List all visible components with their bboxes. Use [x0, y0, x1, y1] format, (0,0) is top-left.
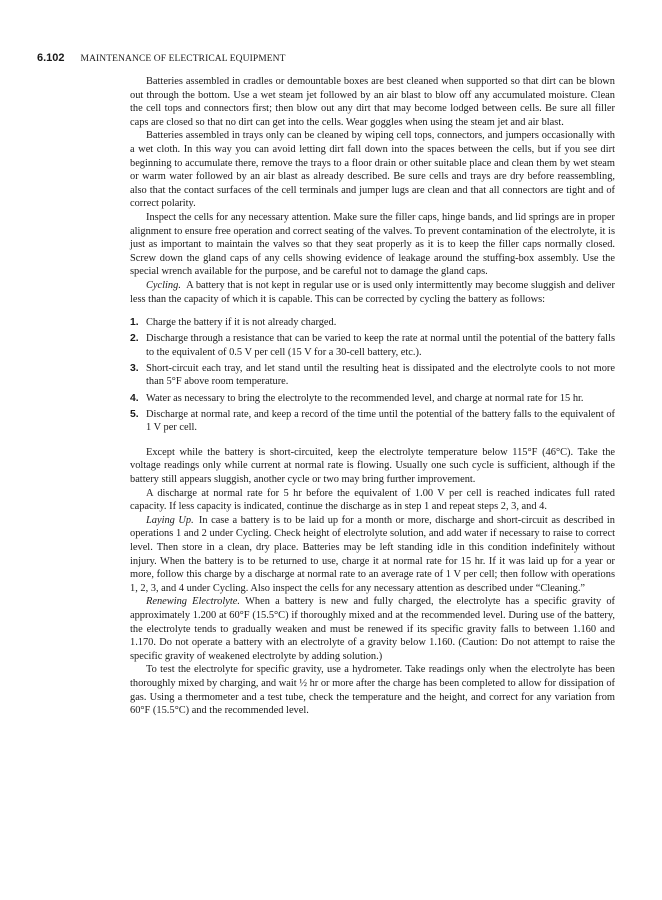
step-number: 2.	[130, 333, 139, 345]
paragraph-text: Inspect the cells for any necessary attention. Make sure the filler caps, hinge bands, and lid springs are in proper alignment to ensure free operation and correct seating of the valves. To prevent contamination of the electrolyte, it is just as important to maintain the valves so that they seat properly as it is to keep the filler caps normally closed. Screw down the gland caps of any cells showing evidence of leakage around the stuffing-box assembly. Use the special wrench available for the purpose, and be careful not to damage the gland caps.	[130, 211, 615, 278]
cycling-steps-list	[130, 316, 615, 435]
paragraph	[130, 446, 615, 487]
step-number: 3.	[130, 362, 139, 374]
paragraph	[130, 595, 615, 663]
list-item	[130, 316, 615, 330]
step-text: Water as necessary to bring the electrolyte to the recommended level, and charge at normal rate for 15 hr.	[146, 392, 584, 404]
list-item	[130, 392, 615, 406]
running-title: MAINTENANCE OF ELECTRICAL EQUIPMENT	[80, 54, 286, 64]
paragraph	[130, 663, 615, 717]
paragraph-text: Batteries assembled in trays only can be cleaned by wiping cell tops, connectors, and jumpers occasionally with a wet cloth. In this way you can avoid letting dirt fall down into the spaces between the cells, but if you see dirt beginning to accumulate there, remove the trays to a floor drain or other suitable place and clean them by wet steam or warm water followed by an air blast as already described. Be sure cells and trays are dry before reassembling, also that the contact surfaces of the cell terminals and jumper lugs are clean and that all connectors are tight and of correct polarity.	[130, 130, 615, 210]
list-item	[130, 408, 615, 435]
list-item	[130, 332, 615, 359]
paragraph-text: A discharge at normal rate for 5 hr before the equivalent of 1.00 V per cell is reached indicates full rated capacity. If less capacity is indicated, continue the discharge as in step 1 and repeat steps 2, 3, and 4.	[130, 487, 615, 513]
paragraph	[130, 75, 615, 129]
step-number: 4.	[130, 392, 139, 404]
paragraph	[130, 129, 615, 211]
paragraph-text: Except while the battery is short-circuited, keep the electrolyte temperature below 115°F (46°C). Take the voltage readings only while current at normal rate is flowing. Usually one such cycle is sufficient, although if the battery still appears sluggish, another cycle or two may bring further improvement.	[130, 446, 615, 486]
paragraph	[130, 487, 615, 514]
step-number: 5.	[130, 408, 139, 420]
step-text: Discharge at normal rate, and keep a record of the time until the potential of the battery falls to the equivalent of 1 V per cell.	[146, 408, 615, 434]
paragraph-text: In case a battery is to be laid up for a month or more, discharge and short-circuit as described in operations 1 and 2 under Cycling. Check height of electrolyte solution, and add water if necessary to raise to correct level. Then store in a clean, dry place. Batteries may be left standing idle in this condition indefinitely without injury. When the battery is to be returned to use, charge it at normal rate for 15 hr. If it was laid up for a year or more, follow this charge by a discharge at normal rate to an average rate of 1 V per cell; then follow with operations 1, 2, 3, and 4 under Cycling. Also inspect the cells for any necessary attention as described under “Cleaning.”	[130, 514, 615, 594]
paragraph	[130, 514, 615, 596]
paragraph	[130, 211, 615, 279]
page-number: 6.102	[37, 52, 65, 64]
paragraph-text: To test the electrolyte for specific gravity, use a hydrometer. Take readings only when the electrolyte has been thoroughly mixed by charging, and wait ½ hr or more after the charge has been completed to allow for dissipation of gas. Using a thermometer and a test tube, check the temperature and the height, and correct for any variation from 60°F (15.5°C) and the recommended level.	[130, 664, 615, 717]
run-in-heading: Laying Up.	[146, 514, 194, 526]
paragraph-text: A battery that is not kept in regular use or is used only intermittently may become sluggish and deliver less than the capacity of which it is capable. This can be corrected by cycling the battery as follows:	[130, 279, 615, 305]
step-text: Charge the battery if it is not already charged.	[146, 317, 337, 329]
paragraph	[130, 279, 615, 306]
step-text: Short-circuit each tray, and let stand until the resulting heat is dissipated and the electrolyte cools to not more than 5°F above room temperature.	[146, 362, 615, 388]
run-in-heading: Renewing Electrolyte.	[146, 596, 240, 608]
page-header	[37, 48, 286, 66]
body-text	[130, 75, 615, 718]
step-number: 1.	[130, 317, 139, 329]
list-item	[130, 362, 615, 389]
paragraph-text: When a battery is new and fully charged, the electrolyte has a specific gravity of approximately 1.200 at 60°F (15.5°C) if thoroughly mixed and at the recommended level. During use of the battery, the electrolyte tends to gradually weaken and must be renewed if its specific gravity falls to between 1.160 and 1.170. Do not operate a battery with an electrolyte of a gravity below 1.160. (Caution: Do not attempt to raise the specific gravity of weakened electrolyte by adding solution.)	[130, 596, 615, 662]
step-text: Discharge through a resistance that can be varied to keep the rate at normal until the potential of the battery falls to the equivalent of 0.5 V per cell (15 V for a 30-cell battery, etc.).	[146, 333, 615, 358]
paragraphs-before-list	[130, 75, 615, 306]
paragraph-text: Batteries assembled in cradles or demountable boxes are best cleaned when supported so that dirt can be blown out through the bottom. Use a wet steam jet followed by an air blast to blow off any accumulated moisture. Clean the cell tops and connectors first; then blow out any dirt that may become lodged between cells. Be sure all filler caps are closed so that no dirt can get into the cells. Wear goggles when using the steam jet and air blast.	[130, 76, 615, 128]
paragraphs-after-list	[130, 446, 615, 718]
run-in-heading: Cycling.	[146, 279, 181, 291]
